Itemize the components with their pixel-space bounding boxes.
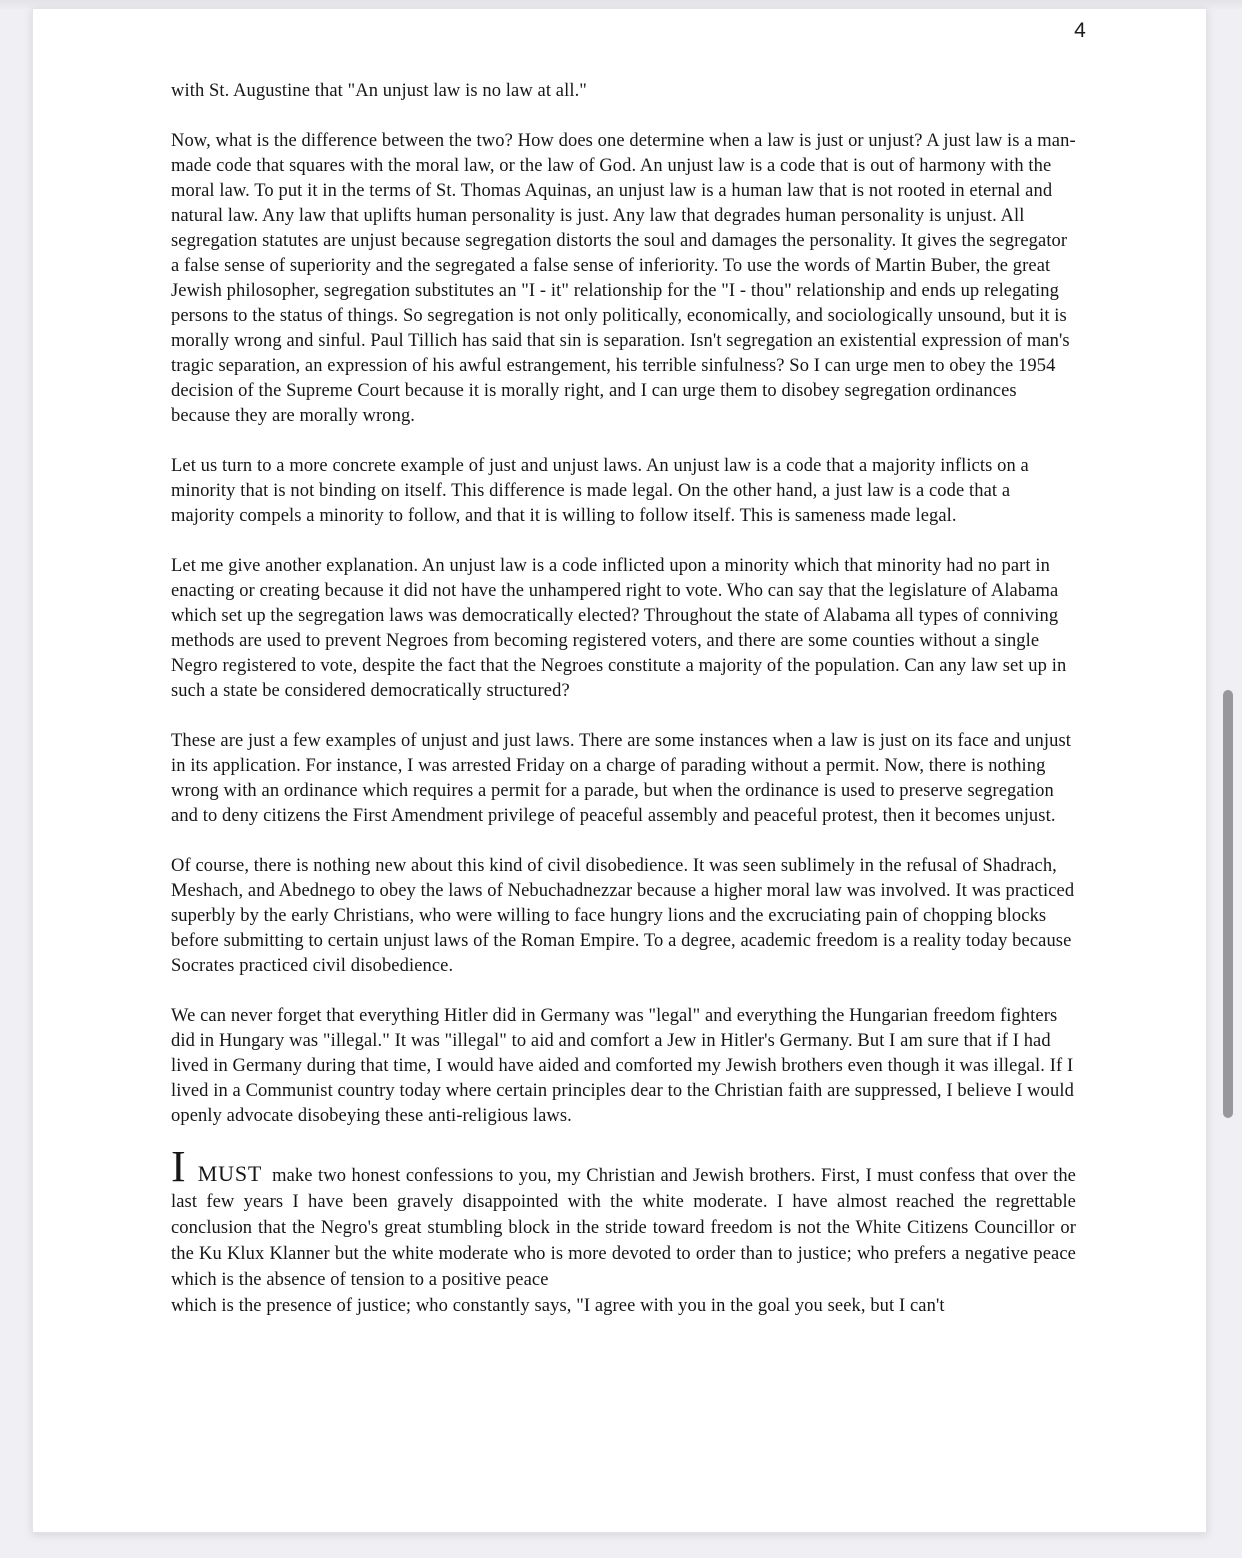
paragraph-7: We can never forget that everything Hitler did in Germany was "legal" and everything the Hungarian freedom fighters did in Hungary was "illegal." It was "illegal" to aid and comfort a Jew in Hitler's Germany. But I am sure that if I had lived in Germany during that time, I would have aided and comforted my Jewish brothers even though it was illegal. If I lived in a Communist country today where certain principles dear to the Christian faith are suppressed, I believe I would openly advocate disobeying these anti-religious laws. — [171, 1006, 1074, 1126]
paragraph-4: Let me give another explanation. An unjust law is a code inflicted upon a minority which that minority had no part in enacting or creating because it did not have the unhampered right to vote. Who can say that the legislature of Alabama which set up the segregation laws was democratically elected? Throughout the state of Alabama all types of conniving methods are used to prevent Negroes from becoming registered voters, and there are some counties without a single Negro registered to vote, despite the fact that the Negroes constitute a majority of the population. Can any law set up in such a state be considered democratically structured? — [171, 556, 1067, 701]
paragraph-8 — [171, 1142, 1076, 1319]
paragraph-1: with St. Augustine that "An unjust law is no law at all." — [171, 81, 587, 101]
paragraph-2: Now, what is the difference between the two? How does one determine when a law is just or unjust? A just law is a man-made code that squares with the moral law, or the law of God. An unjust law is a code that is out of harmony with the moral law. To put it in the terms of St. Thomas Aquinas, an unjust law is a human law that is not rooted in eternal and natural law. Any law that uplifts human personality is just. Any law that degrades human personality is unjust. All segregation statutes are unjust because segregation distorts the soul and damages the personality. It gives the segregator a false sense of superiority and the segregated a false sense of inferiority. To use the words of Martin Buber, the great Jewish philosopher, segregation substitutes an "I - it" relationship for the "I - thou" relationship and ends up relegating persons to the status of things. So segregation is not only politically, economically, and sociologically unsound, but it is morally wrong and sinful. Paul Tillich has said that sin is separation. Isn't segregation an existential expression of man's tragic separation, an expression of his awful estrangement, his terrible sinfulness? So I can urge men to obey the 1954 decision of the Supreme Court because it is morally right, and I can urge them to disobey segregation ordinances because they are morally wrong. — [171, 131, 1076, 426]
paragraph-5: These are just a few examples of unjust and just laws. There are some instances when a law is just on its face and unjust in its application. For instance, I was arrested Friday on a charge of parading without a permit. Now, there is nothing wrong with an ordinance which requires a permit for a parade, but when the ordinance is used to preserve segregation and to deny citizens the First Amendment privilege of peaceful assembly and peaceful protest, then it becomes unjust. — [171, 731, 1072, 826]
final-paragraph-text: make two honest confessions to you, my Christian and Jewish brothers. First, I must confess that over the last few years I have been gravely disappointed with the white moderate. I have almost reached the regrettable conclusion that the Negro's great stumbling block in the stride toward freedom is not the White Citizens Councillor or the Ku Klux Klanner but the white moderate who is more devoted to order than to justice; who prefers a negative peace which is the absence of tension to a positive peace which is the presence of justice; who constantly says, "I agree with you in the goal you seek, but I can't — [171, 1166, 1076, 1316]
paragraph-6: Of course, there is nothing new about this kind of civil disobedience. It was seen sublimely in the refusal of Shadrach, Meshach, and Abednego to obey the laws of Nebuchadnezzar because a higher moral law was involved. It was practiced superbly by the early Christians, who were willing to face hungry lions and the excruciating pain of chopping blocks before submitting to certain unjust laws of the Roman Empire. To a degree, academic freedom is a reality today because Socrates practiced civil disobedience. — [171, 856, 1075, 976]
scrollbar-thumb[interactable] — [1223, 690, 1233, 1118]
lead-word: MUST — [197, 1161, 263, 1186]
initial-capital: I — [171, 1142, 186, 1191]
paragraph-3: Let us turn to a more concrete example of just and unjust laws. An unjust law is a code that a majority inflicts on a minority that is not binding on itself. This difference is made legal. On the other hand, a just law is a code that a majority compels a minority to follow, and that it is willing to follow itself. This is sameness made legal. — [171, 456, 1029, 526]
scrollbar-track[interactable] — [1216, 0, 1242, 1558]
page-content — [171, 79, 1076, 1344]
page-number: 4 — [1074, 19, 1086, 42]
document-page — [32, 8, 1207, 1533]
